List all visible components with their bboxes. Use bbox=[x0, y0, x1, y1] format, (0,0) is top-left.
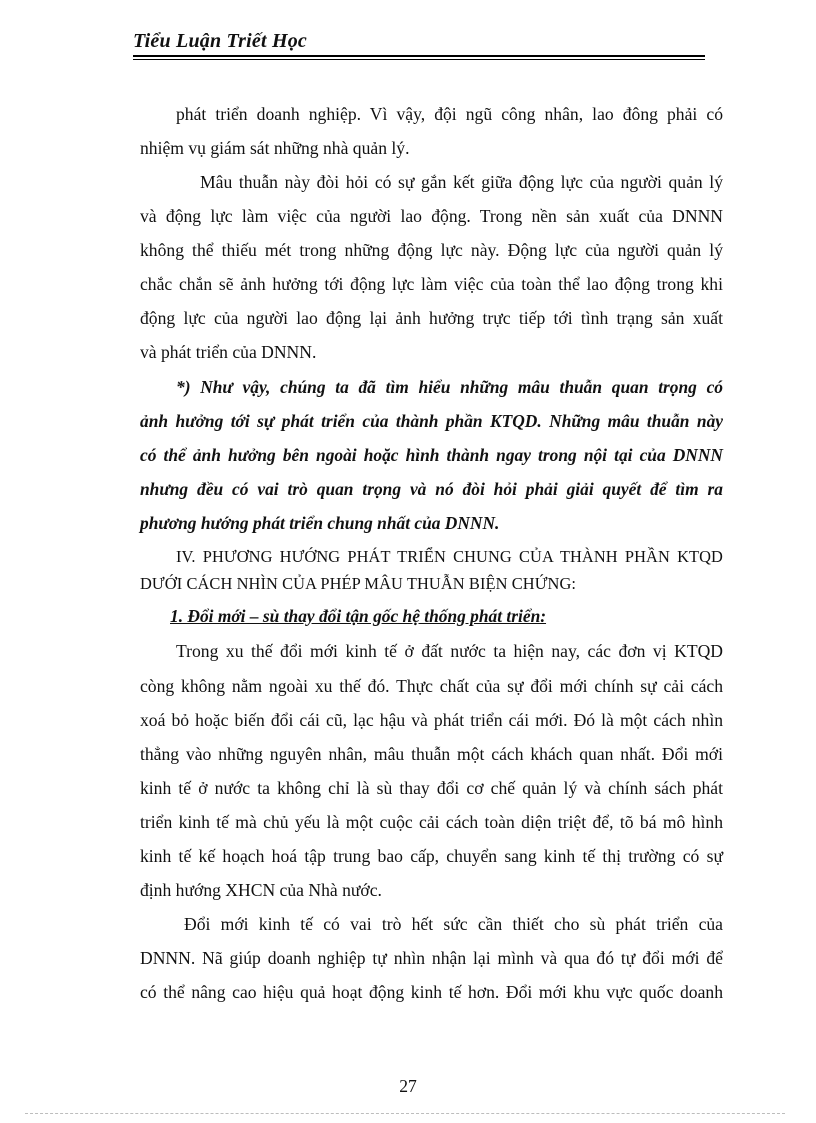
paragraph-line: nhiệm vụ giám sát những nhà quản lý. bbox=[140, 138, 410, 158]
paragraph-line: không thể thiếu mét trong những động lực này. Động lực của người quản lý bbox=[140, 240, 723, 260]
summary-line: có thể ảnh hưởng bên ngoài hoặc hình thành ngay trong nội tại của DNNN bbox=[140, 445, 723, 465]
paragraph-line: có thể nâng cao hiệu quả hoạt động kinh tế hơn. Đổi mới khu vực quốc doanh bbox=[140, 982, 723, 1002]
paragraph-line: Mâu thuẫn này đòi hỏi có sự gắn kết giữa động lực của người quản lý bbox=[200, 172, 723, 192]
paragraph-line: thẳng vào những nguyên nhân, mâu thuẫn một cách khách quan nhất. Đổi mới bbox=[140, 744, 723, 764]
page-bottom-border bbox=[25, 1113, 785, 1114]
summary-line: *) Như vậy, chúng ta đã tìm hiểu những mâu thuẫn quan trọng có bbox=[176, 377, 723, 397]
paragraph-line: còng không nằm ngoài xu thế đó. Thực chất của sự đổi mới chính sự cải cách bbox=[140, 676, 723, 696]
paragraph-line: kinh tế kế hoạch hoá tập trung bao cấp, chuyển sang kinh tế thị trường có sự bbox=[140, 846, 723, 866]
paragraph-line: kinh tế ở nước ta không chỉ là sù thay đổi cơ chế quản lý và chính sách phát bbox=[140, 778, 723, 798]
paragraph-line: Trong xu thế đổi mới kinh tế ở đất nước ta hiện nay, các đơn vị KTQD bbox=[176, 641, 723, 661]
section-heading: DƯỚI CÁCH NHÌN CỦA PHÉP MÂU THUẪN BIỆN CHỨNG: bbox=[140, 574, 577, 593]
summary-line: nhưng đều có vai trò quan trọng và nó đòi hỏi phải giải quyết để tìm ra bbox=[140, 479, 723, 499]
header-rule-thin bbox=[133, 59, 705, 60]
paragraph-line: động lực của người lao động lại ảnh hưởng trực tiếp tới tình trạng sản xuất bbox=[140, 308, 723, 328]
paragraph-line: DNNN. Nã giúp doanh nghiệp tự nhìn nhận lại mình và qua đó tự đổi mới để bbox=[140, 948, 723, 968]
summary-line: ảnh hưởng tới sự phát triển của thành phần KTQD. Những mâu thuẫn này bbox=[140, 411, 723, 431]
paragraph-line: xoá bỏ hoặc biến đổi cái cũ, lạc hậu và phát triển cái mới. Đó là một cách nhìn bbox=[140, 710, 723, 730]
paragraph-line: và động lực làm việc của người lao động. Trong nền sản xuất của DNNN bbox=[140, 206, 723, 226]
subsection-heading: 1. Đổi mới – sù thay đổi tận gốc hệ thống phát triển: bbox=[170, 606, 547, 626]
header-rule-thick bbox=[133, 55, 705, 57]
paragraph-line: chắc chắn sẽ ảnh hưởng tới động lực làm việc của toàn thể lao động trong khi bbox=[140, 274, 723, 294]
paragraph-line: và phát triển của DNNN. bbox=[140, 342, 317, 362]
paragraph-line: triển kinh tế mà chủ yếu là một cuộc cải cách toàn diện triệt để, tõ bá mô hình bbox=[140, 812, 723, 832]
page-number: 27 bbox=[399, 1076, 417, 1096]
paragraph-line: định hướng XHCN của Nhà nước. bbox=[140, 880, 382, 900]
summary-line: phương hướng phát triển chung nhất của DNNN. bbox=[140, 513, 500, 533]
running-header-title: Tiểu Luận Triết Học bbox=[133, 30, 307, 52]
paragraph-line: phát triển doanh nghiệp. Vì vậy, đội ngũ công nhân, lao đông phải có bbox=[176, 104, 723, 124]
section-heading: IV. PHƯƠNG HƯỚNG PHÁT TRIỂN CHUNG CỦA THÀNH PHẦN KTQD bbox=[176, 547, 723, 566]
paragraph-line: Đổi mới kinh tế có vai trò hết sức cần thiết cho sù phát triển của bbox=[184, 914, 723, 934]
